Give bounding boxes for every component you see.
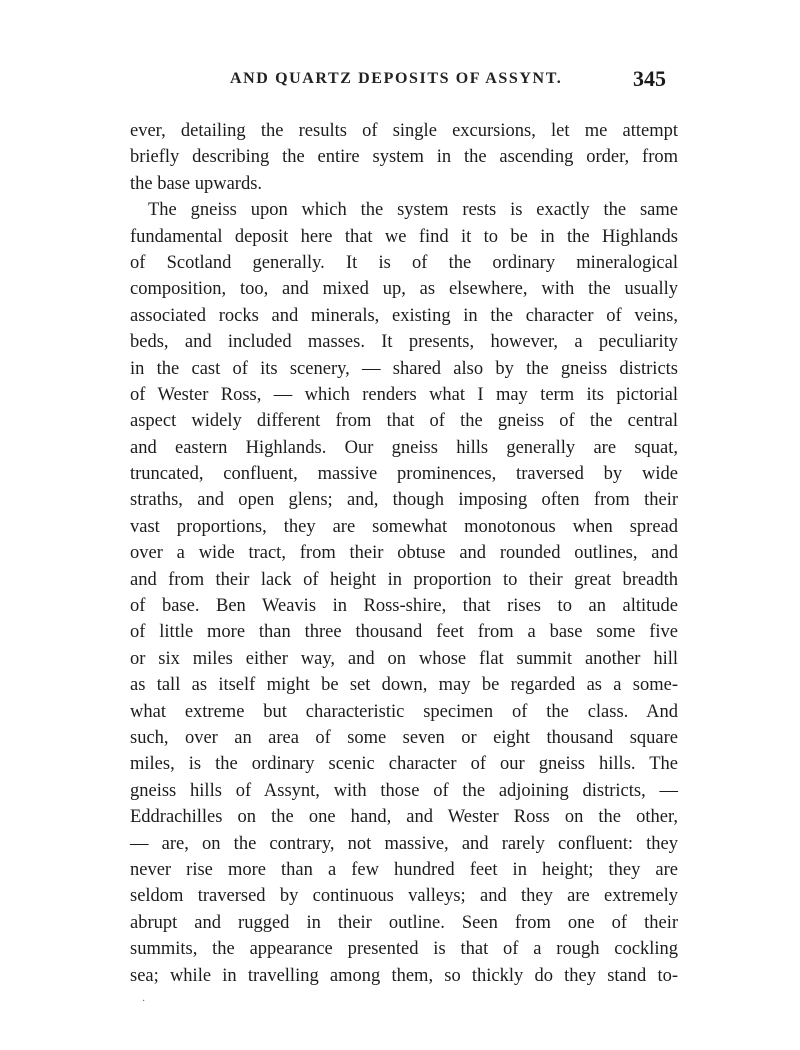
text-line: composition, too, and mixed up, as elsewhere, with the usually — [130, 279, 678, 300]
text-line: and from their lack of height in proportion to their great breadth — [130, 569, 678, 590]
text-line: summits, the appearance presented is that of a rough cockling — [130, 939, 678, 960]
text-line: of base. Ben Weavis in Ross-shire, that rises to an altitude — [130, 596, 678, 617]
text-line: The gneiss upon which the system rests is exactly the same — [148, 200, 678, 221]
text-line: never rise more than a few hundred feet in height; they are — [130, 859, 678, 880]
text-line: gneiss hills of Assynt, with those of the adjoining districts, — — [130, 780, 678, 801]
text-line: Eddrachilles on the one hand, and Wester Ross on the other, — [130, 807, 678, 828]
text-line: associated rocks and minerals, existing in the character of veins, — [130, 305, 678, 326]
text-line: truncated, confluent, massive prominences, traversed by wide — [130, 464, 678, 485]
text-line: abrupt and rugged in their outline. Seen from one of their — [130, 912, 678, 933]
page-number: 345 — [633, 66, 666, 91]
text-line: fundamental deposit here that we find it to be in the Highlands — [130, 226, 678, 247]
running-head: AND QUARTZ DEPOSITS OF ASSYNT. — [230, 70, 563, 87]
text-line: or six miles either way, and on whose flat summit another hill — [130, 648, 678, 669]
text-line: the base upwards. — [130, 173, 263, 194]
body-text — [130, 118, 678, 989]
text-line: briefly describing the entire system in the ascending order, from — [130, 147, 678, 168]
text-line: aspect widely different from that of the gneiss of the central — [130, 411, 678, 432]
text-line: ever, detailing the results of single excursions, let me attempt — [130, 121, 678, 141]
paragraph-continuation — [130, 118, 678, 197]
text-line: beds, and included masses. It presents, however, a peculiarity — [130, 332, 678, 353]
paragraph-gneiss — [130, 197, 678, 989]
text-line: straths, and open glens; and, though imposing often from their — [130, 490, 678, 511]
text-line: over a wide tract, from their obtuse and rounded outlines, and — [130, 543, 678, 564]
text-line: of little more than three thousand feet from a base some five — [130, 622, 678, 643]
text-line: — are, on the contrary, not massive, and rarely confluent: they — [130, 833, 678, 854]
text-line: of Scotland generally. It is of the ordinary mineralogical — [130, 252, 678, 273]
print-speck: · — [142, 996, 146, 1007]
text-line: such, over an area of some seven or eight thousand square — [130, 727, 678, 748]
text-line: what extreme but characteristic specimen of the class. And — [130, 701, 678, 722]
text-line: of Wester Ross, — which renders what I may term its pictorial — [130, 384, 678, 405]
text-line: sea; while in travelling among them, so thickly do they stand to- — [130, 965, 678, 986]
text-line: in the cast of its scenery, — shared also by the gneiss districts — [130, 358, 678, 379]
text-line: and eastern Highlands. Our gneiss hills generally are squat, — [130, 437, 678, 458]
text-line: miles, is the ordinary scenic character of our gneiss hills. The — [130, 754, 678, 775]
text-line: seldom traversed by continuous valleys; and they are extremely — [130, 886, 678, 907]
text-line: as tall as itself might be set down, may be regarded as a some- — [130, 675, 678, 696]
text-line: vast proportions, they are somewhat monotonous when spread — [130, 516, 678, 537]
